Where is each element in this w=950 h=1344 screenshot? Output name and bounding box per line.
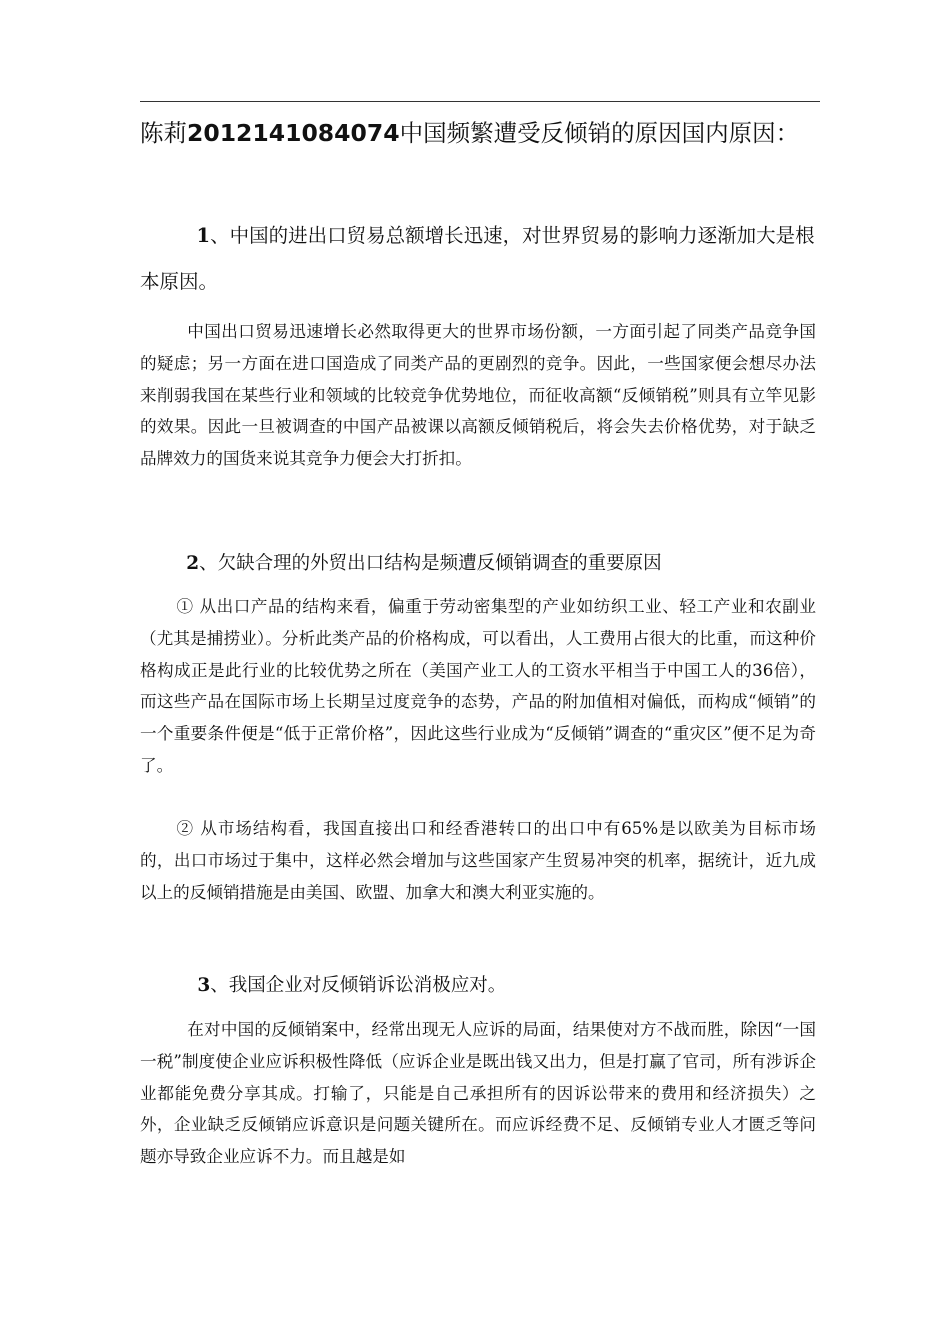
section-1-number: 1 xyxy=(196,224,211,247)
title-author: 陈莉 xyxy=(140,119,187,147)
section-2-paragraph-2: ② 从市场结构看，我国直接出口和经香港转口的出口中有65%是以欧美为目标市场的，出口市场过于集中，这样必然会增加与这些国家产生贸易冲突的机率，据统计，近九成以上的反倾销措施是由美国、欧盟、加拿大和澳大利亚实施的。 xyxy=(140,819,816,902)
header-rule xyxy=(140,101,820,102)
section-2-paragraph-1: ① 从出口产品的结构来看，偏重于劳动密集型的产业如纺织工业、轻工产业和农副业（尤其是捕捞业）。分析此类产品的价格构成，可以看出，人工费用占很大的比重，而这种价格构成正是此行业的比较优势之所在（美国产业工人的工资水平相当于中国工人的36倍），而这些产品在国际市场上长期呈过度竞争的态势，产品的附加值相对偏低，而构成“倾销”的一个重要条件便是“低于正常价格”，因此这些行业成为“反倾销”调查的“重灾区”便不足为奇了。 xyxy=(140,597,817,775)
section-1-paragraph-1: 中国出口贸易迅速增长必然取得更大的世界市场份额，一方面引起了同类产品竞争国的疑虑；另一方面在进口国造成了同类产品的更剧烈的竞争。因此，一些国家便会想尽办法来削弱我国在某些行业和领域的比较竞争优势地位，而征收高额“反倾销税”则具有立竿见影的效果。因此一旦被调查的中国产品被课以高额反倾销税后，将会失去价格优势，对于缺乏品牌效力的国货来说其竞争力便会大打折扣。 xyxy=(140,322,816,469)
section-3-number: 3 xyxy=(197,975,211,996)
section-2-number: 2 xyxy=(186,553,200,574)
title-student-id: 2012141084074 xyxy=(187,119,400,147)
section-1-heading-text: 、中国的进出口贸易总额增长迅速，对世界贸易的影响力逐渐加大是根本原因。 xyxy=(140,224,815,293)
section-2-heading-text: 、欠缺合理的外贸出口结构是频遭反倾销调查的重要原因 xyxy=(199,553,662,574)
section-3-heading-text: 、我国企业对反倾销诉讼消极应对。 xyxy=(210,975,507,996)
section-3-heading xyxy=(140,970,820,1002)
section-3-paragraph-1: 在对中国的反倾销案中，经常出现无人应诉的局面，结果使对方不战而胜，除因“一国一税”制度使企业应诉积极性降低（应诉企业是既出钱又出力，但是打赢了官司，所有涉诉企业都能免费分享其成。打输了，只能是自己承担所有的因诉讼带来的费用和经济损失）之外，企业缺乏反倾销应诉意识是问题关键所在。而应诉经费不足、反倾销专业人才匮乏等问题亦导致企业应诉不力。而且越是如 xyxy=(140,1020,816,1167)
section-2-heading xyxy=(140,548,820,580)
title-text: 中国频繁遭受反倾销的原因国内原因： xyxy=(399,119,800,147)
section-1-heading xyxy=(140,213,820,305)
document-title xyxy=(140,116,840,150)
